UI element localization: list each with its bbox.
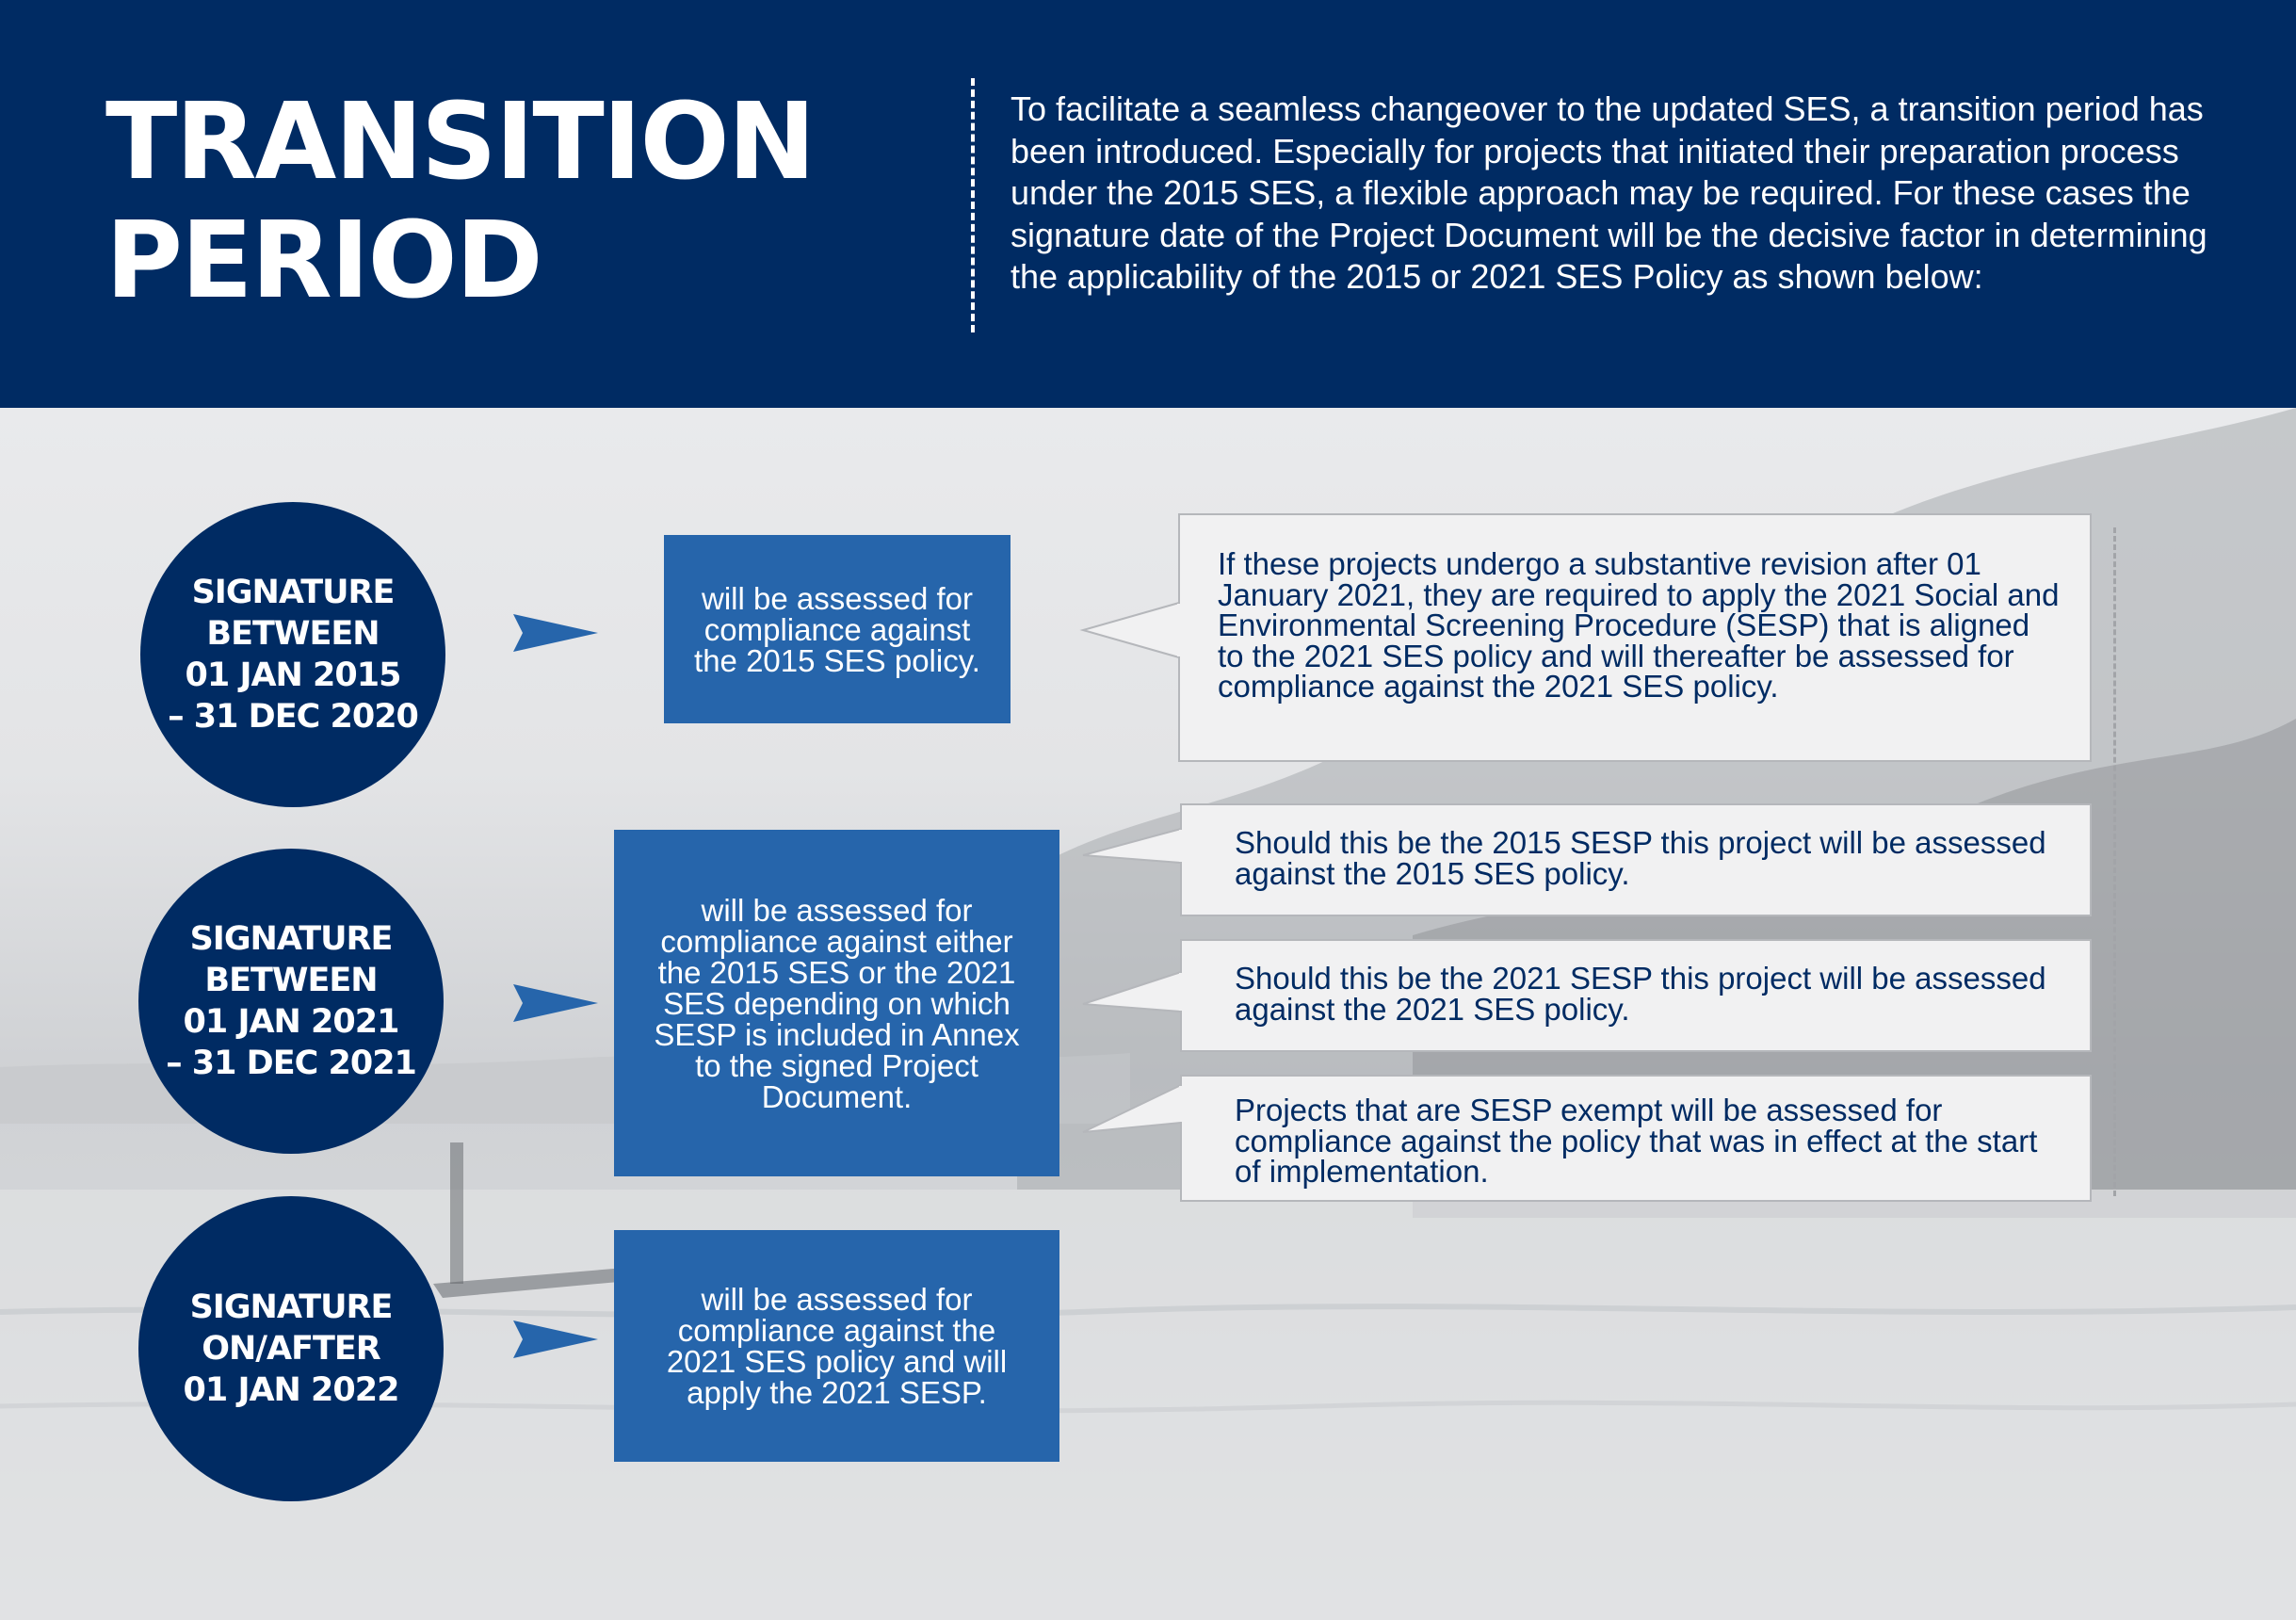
header-banner xyxy=(0,0,2296,408)
assessment-box-2015: will be assessed for compliance against the 2015 SES policy. xyxy=(664,535,1011,723)
arrow-icon xyxy=(513,1320,598,1358)
signature-circle-2022: SIGNATURE ON/AFTER 01 JAN 2022 xyxy=(138,1196,444,1501)
callout-2021-sesp xyxy=(1180,939,2092,1052)
callout-text: Projects that are SESP exempt will be assessed for compliance against the policy that was in effect at the start of implementation. xyxy=(1235,1093,2038,1189)
callout-sesp-exempt xyxy=(1180,1075,2092,1202)
callout-pointer xyxy=(1081,829,1183,867)
callout-text: Should this be the 2015 SESP this project will be assessed against the 2015 SES policy. xyxy=(1235,825,2046,891)
callout-text: If these projects undergo a substantive revision after 01 January 2021, they are required to apply the 2021 Social and Environmental Screening Procedure (SESP) that is aligned to the 2021 SES policy and will thereafter be assessed for compliance against the 2021 SES policy. xyxy=(1218,546,2060,704)
assessment-box-2021: will be assessed for compliance against either the 2015 SES or the 2021 SES depending on which SESP is included in Annex to the signed Project Document. xyxy=(614,830,1059,1176)
arrow-icon xyxy=(513,614,598,652)
callout-text: Should this be the 2021 SESP this project will be assessed against the 2021 SES policy. xyxy=(1235,961,2046,1027)
callout-2015-sesp xyxy=(1180,803,2092,916)
intro-text: To facilitate a seamless changeover to the updated SES, a transition period has been introduced. Especially for projects that initiated their preparation process under the 2015 SES, a flexible approach may be required. For these cases the signature date of the Project Document will be the decisive factor in determining the applicability of the 2015 or 2021 SES Policy as shown below: xyxy=(1011,89,2207,296)
callout-pointer xyxy=(1081,1085,1183,1142)
arrow-icon xyxy=(513,984,598,1022)
callout-substantive-revision xyxy=(1178,513,2092,762)
callout-pointer xyxy=(1081,970,1183,1017)
header-divider xyxy=(971,78,975,332)
callouts-divider xyxy=(2113,527,2116,1196)
assessment-box-2022: will be assessed for compliance against the 2021 SES policy and will apply the 2021 SESP. xyxy=(614,1230,1059,1462)
page-title: TRANSITION PERIOD xyxy=(105,81,815,322)
signature-circle-2015-2020: SIGNATURE BETWEEN 01 JAN 2015 – 31 DEC 2020 xyxy=(140,502,445,807)
callout-pointer xyxy=(1081,603,1181,659)
signature-circle-2021: SIGNATURE BETWEEN 01 JAN 2021 – 31 DEC 2021 xyxy=(138,849,444,1154)
